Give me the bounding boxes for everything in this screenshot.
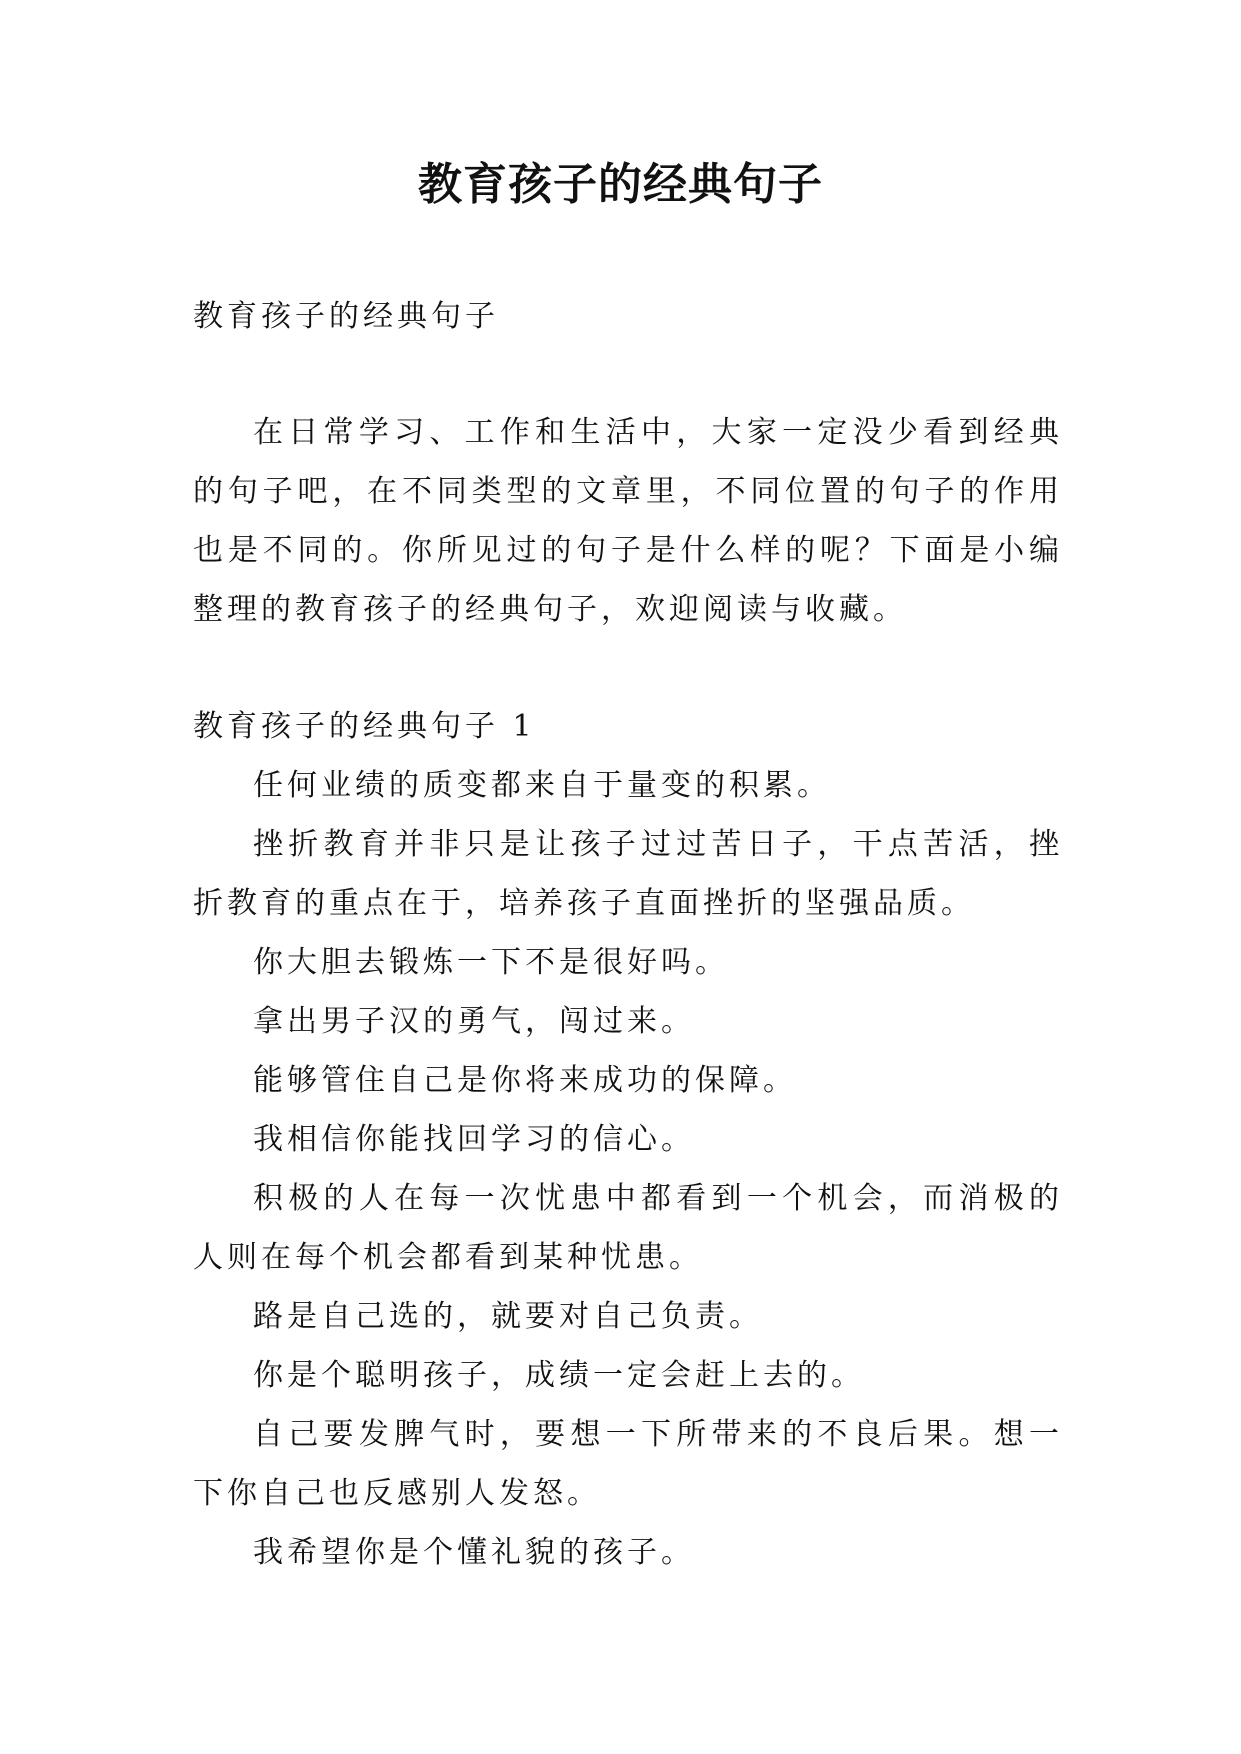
intro-paragraph: 在日常学习、工作和生活中，大家一定没少看到经典的句子吧，在不同类型的文章里，不同位置的句子的作用也是不同的。你所见过的句子是什么样的呢？下面是小编整理的教育孩子的经典句子，欢迎阅读与收藏。 bbox=[193, 415, 1063, 627]
sentence-paragraph: 任何业绩的质变都来自于量变的积累。 bbox=[253, 768, 831, 803]
sentence-paragraph: 自己要发脾气时，要想一下所带来的不良后果。想一下你自己也反感别人发怒。 bbox=[193, 1417, 1063, 1511]
sentence-paragraph: 你是个聪明孩子，成绩一定会赶上去的。 bbox=[253, 1358, 865, 1393]
sentence-paragraph: 路是自己选的，就要对自己负责。 bbox=[253, 1299, 763, 1334]
document-subtitle: 教育孩子的经典句子 bbox=[193, 299, 499, 334]
sentence-paragraph: 你大胆去锻炼一下不是很好吗。 bbox=[253, 945, 729, 980]
sentence-paragraph: 挫折教育并非只是让孩子过过苦日子，干点苦活，挫折教育的重点在于，培养孩子直面挫折的坚强品质。 bbox=[193, 827, 1063, 921]
section-heading: 教育孩子的经典句子 1 bbox=[193, 709, 536, 744]
sentence-paragraph: 我希望你是个懂礼貌的孩子。 bbox=[253, 1535, 695, 1570]
sentence-paragraph: 拿出男子汉的勇气，闯过来。 bbox=[253, 1004, 695, 1039]
document-title: 教育孩子的经典句子 bbox=[418, 159, 823, 210]
sentence-paragraph: 能够管住自己是你将来成功的保障。 bbox=[253, 1063, 797, 1098]
spacer bbox=[193, 346, 1063, 403]
sentence-paragraph: 我相信你能找回学习的信心。 bbox=[253, 1122, 695, 1157]
sentence-paragraph: 积极的人在每一次忧患中都看到一个机会，而消极的人则在每个机会都看到某种忧患。 bbox=[193, 1181, 1063, 1275]
document-body bbox=[193, 287, 1063, 1582]
spacer bbox=[193, 639, 1063, 697]
